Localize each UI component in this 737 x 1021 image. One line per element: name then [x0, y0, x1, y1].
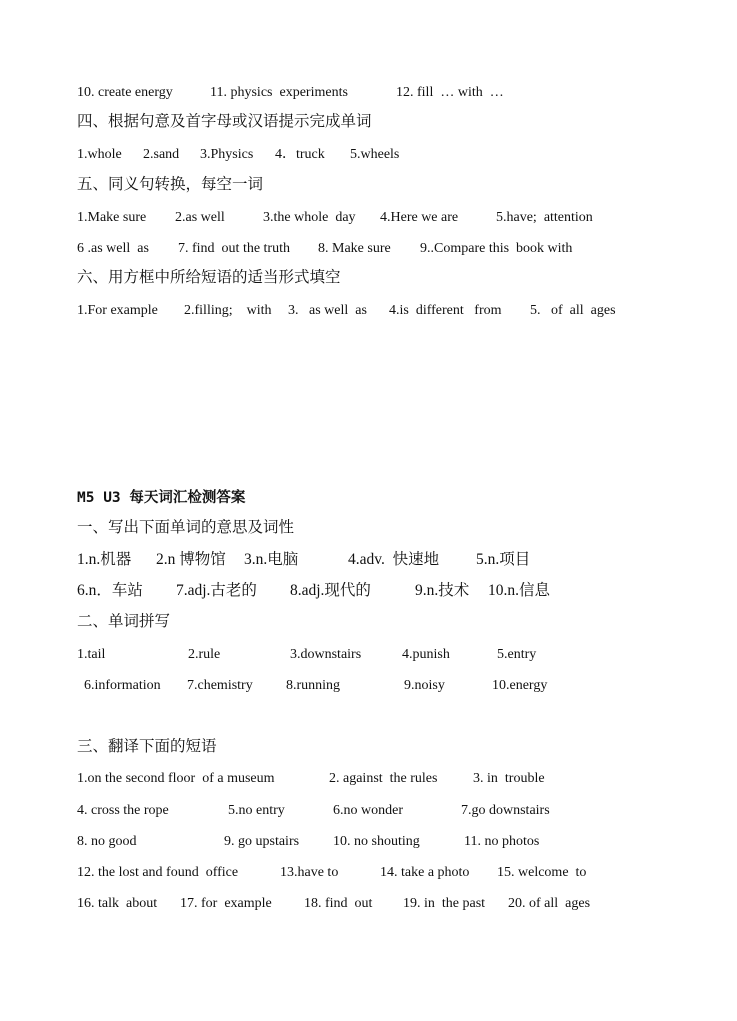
answer-item: 14. take a photo	[380, 865, 470, 880]
answer-item: 5.entry	[497, 647, 537, 662]
answer-item: 12. the lost and found office	[77, 865, 239, 880]
answer-item: 7.chemistry	[187, 678, 253, 693]
answer-item: 18. find out	[304, 896, 373, 911]
answer-item: 10.energy	[492, 678, 548, 693]
answer-item: 2.n 博物馆	[156, 551, 226, 568]
answer-item: 10. no shouting	[333, 834, 420, 849]
answer-item: 1.n.机器	[77, 551, 132, 568]
answer-item: 12. fill … with …	[396, 85, 504, 100]
answer-item: 4.is different from	[389, 303, 502, 318]
answer-item: 15. welcome to	[497, 865, 587, 880]
section-heading-4: 四、根据句意及首字母或汉语提示完成单词	[77, 113, 372, 130]
answer-item: 13.have to	[280, 865, 339, 880]
answer-item: 3.Physics	[200, 147, 254, 162]
answer-item: 3.the whole day	[263, 210, 356, 225]
answer-item: 16. talk about	[77, 896, 158, 911]
answer-item: 6.n．车站	[77, 582, 143, 599]
answer-item: 17. for example	[180, 896, 272, 911]
answer-item: 10. create energy	[77, 85, 173, 100]
answer-item: 4.Here we are	[380, 210, 459, 225]
answer-item: 10.n.信息	[488, 582, 551, 599]
answer-item: 8. Make sure	[318, 241, 391, 256]
answer-item: 1.Make sure	[77, 210, 147, 225]
answer-item: 4．truck	[275, 147, 325, 162]
section-heading-1: 一、写出下面单词的意思及词性	[77, 519, 295, 536]
section3-answers-row5	[0, 895, 591, 1003]
section6-answers	[0, 302, 616, 410]
answer-item: 6 .as well as	[77, 241, 149, 256]
answer-item: 4.punish	[402, 647, 450, 662]
answer-item: 8. no good	[77, 834, 137, 849]
answer-item: 20. of all ages	[508, 896, 591, 911]
answer-item: 2. against the rules	[329, 771, 438, 786]
answer-item: 5.wheels	[350, 147, 400, 162]
answer-item: 5. of all ages	[530, 303, 616, 318]
answer-item: 5.have; attention	[496, 210, 593, 225]
page-title: M5 U3 每天词汇检测答案	[77, 490, 246, 506]
answer-item: 2.as well	[175, 210, 225, 225]
answer-item: 6.information	[84, 678, 161, 693]
answer-item: 9..Compare this book with	[420, 241, 573, 256]
answer-item: 5.no entry	[228, 803, 285, 818]
answer-item: 19. in the past	[403, 896, 486, 911]
answer-item: 2.filling; with	[184, 303, 272, 318]
answer-item: 3.downstairs	[290, 647, 362, 662]
section-heading-3: 三、翻译下面的短语	[77, 738, 217, 755]
answer-item: 1.on the second floor of a museum	[77, 771, 275, 786]
answer-item: 2.rule	[188, 647, 221, 662]
answer-item: 8.adj.现代的	[290, 582, 371, 599]
answer-item: 8.running	[286, 678, 341, 693]
answer-item: 4. cross the rope	[77, 803, 169, 818]
section-heading-6: 六、用方框中所给短语的适当形式填空	[77, 269, 341, 286]
answer-item: 3.n.电脑	[244, 551, 299, 568]
answer-item: 9. go upstairs	[224, 834, 300, 849]
answer-item: 7.go downstairs	[461, 803, 550, 818]
answer-item: 6.no wonder	[333, 803, 403, 818]
answer-item: 4.adv. 快速地	[348, 551, 440, 568]
answer-item: 11. physics experiments	[210, 85, 348, 100]
answer-item: 3. in trouble	[473, 771, 545, 786]
answer-item: 1.tail	[77, 647, 106, 662]
section-heading-2: 二、单词拼写	[77, 613, 171, 630]
answer-item: 9.n.技术	[415, 582, 470, 599]
section-heading-5: 五、同义句转换，每空一词	[77, 176, 264, 193]
answer-item: 9.noisy	[404, 678, 445, 693]
answer-item: 3. as well as	[288, 303, 367, 318]
answer-item: 7. find out the truth	[178, 241, 290, 256]
answer-item: 11. no photos	[464, 834, 540, 849]
answer-item: 1.whole	[77, 147, 122, 162]
answer-item: 1.For example	[77, 303, 158, 318]
answer-item: 5.n.项目	[476, 551, 531, 568]
answer-item: 7.adj.古老的	[176, 582, 257, 599]
answer-item: 2.sand	[143, 147, 180, 162]
